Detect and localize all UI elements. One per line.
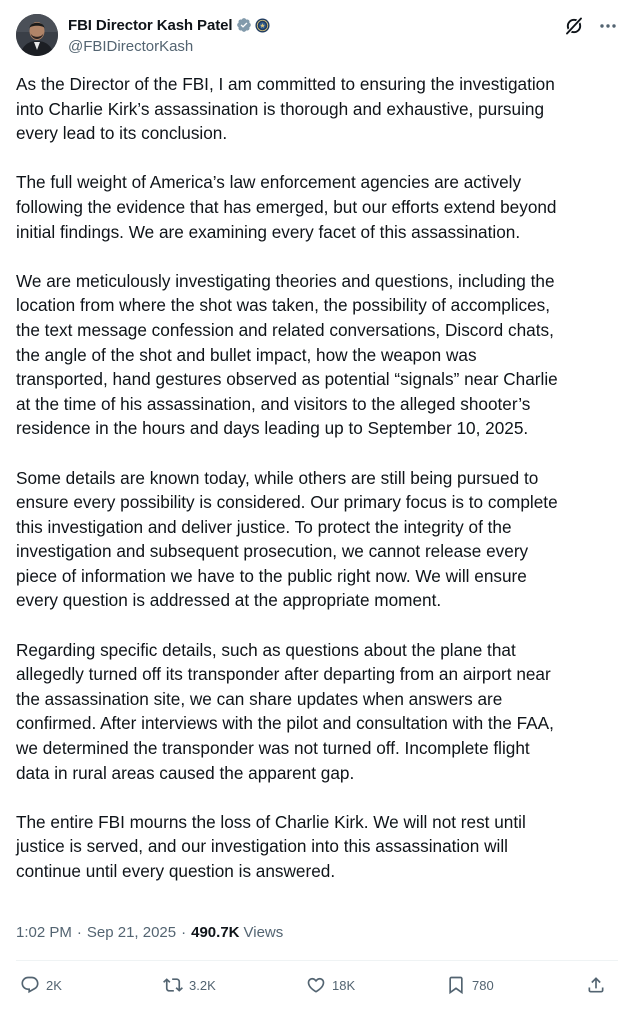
tweet-paragraph: As the Director of the FBI, I am committed to ensuring the investigation into Charlie Kirk’s assassination is thorough and exhaustive, pursuing every lead to its conclusion. [16,74,555,144]
views-count[interactable]: 490.7K [191,924,240,941]
share-icon [586,975,606,995]
like-button[interactable] [306,975,355,995]
author-names [68,15,270,55]
government-seal-icon [255,18,270,33]
tweet-date[interactable]: Sep 21, 2025 [86,924,177,941]
handle[interactable]: @FBIDirectorKash [68,38,194,55]
like-icon [306,975,326,995]
more-icon[interactable] [598,16,618,36]
meta-separator: · [76,924,82,941]
reply-count: 2K [46,977,62,993]
bookmark-count: 780 [472,977,494,993]
tweet-paragraph: The entire FBI mourns the loss of Charlie Kirk. We will not rest until justice is served, and our investigation into this assassination will continue until every question is answered. [16,811,526,881]
verified-badge-icon [236,17,252,33]
share-button[interactable] [586,975,606,995]
tweet-paragraph: The full weight of America’s law enforcement agencies are actively following the evidence that has emerged, but our efforts extend beyond initial findings. We are examining every facet of this assassination. [16,172,557,242]
repost-icon [163,975,183,995]
avatar[interactable] [16,14,58,56]
action-bar [16,970,618,1004]
tweet-text [16,72,618,908]
header-actions [564,16,618,36]
tweet-time[interactable]: 1:02 PM [16,924,72,941]
reply-button[interactable] [20,975,62,995]
divider [16,960,618,961]
like-count: 18K [332,977,356,993]
tweet-paragraph: We are meticulously investigating theories and questions, including the location from where the shot was taken, the possibility of accomplices, the text message confession and related conversations, Discord chats, the angle of the shot and bullet impact, how the weapon was transported, hand gestures observed as potential “signals” near Charlie at the time of his assassination, and visitors to the alleged shooter’s residence in the hours and days leading up to September 10, 2025. [16,270,558,439]
reply-icon [20,975,40,995]
repost-count: 3.2K [189,977,216,993]
display-name[interactable]: FBI Director Kash Patel [68,16,233,34]
tweet-paragraph: Regarding specific details, such as questions about the plane that allegedly turned off its transponder after departing from an airport near the assassination site, we can share updates when answers are confirmed. After interviews with the pilot and consultation with the FAA, we determined the transponder was not turned off. Incomplete flight data in rural areas caused the apparent gap. [16,639,554,783]
grok-icon[interactable] [564,16,584,36]
tweet-meta [16,924,283,941]
tweet-paragraph: Some details are known today, while others are still being pursued to ensure every possibility is considered. Our primary focus is to complete this investigation and deliver justice. To protect the integrity of the investigation and subsequent prosecution, we cannot release every piece of information we have to the public right now. We will ensure every question is addressed at the appropriate moment. [16,467,558,611]
repost-button[interactable] [163,975,216,995]
bookmark-icon [446,975,466,995]
meta-separator: · [181,924,187,941]
views-label: Views [243,924,284,941]
tweet-header [16,12,618,56]
bookmark-button[interactable] [446,975,494,995]
avatar-image [16,14,58,56]
